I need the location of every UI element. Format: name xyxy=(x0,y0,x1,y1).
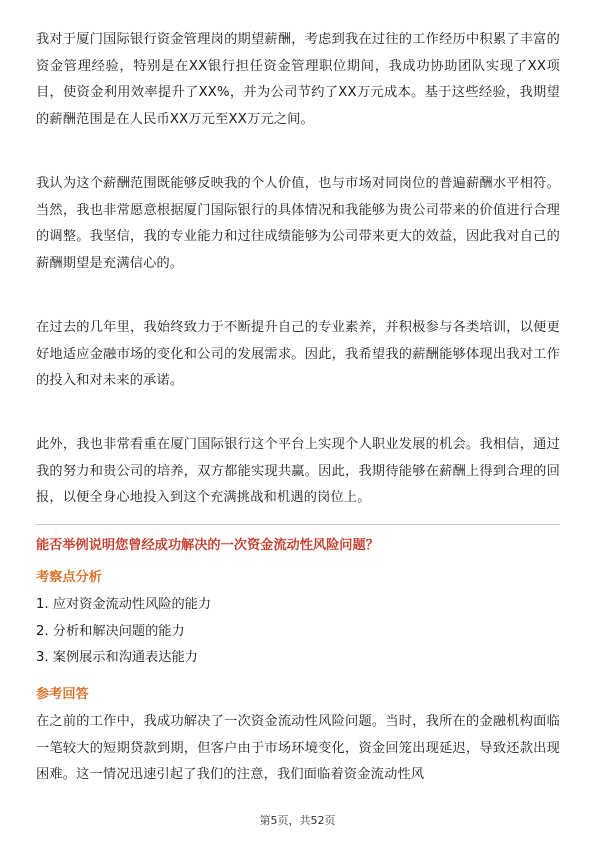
answer-heading: 参考回答 xyxy=(36,687,89,702)
analysis-list xyxy=(36,592,211,672)
body-paragraph: 我认为这个薪酬范围既能够反映我的个人价值，也与市场对同岗位的普遍薪酬水平相符。当然，我也非常愿意根据厦门国际银行的具体情况和我能够为贵公司带来的价值进行合理的调整。我坚信，我的专业能力和过往成绩能够为公司带来更大的效益，因此我对自己的薪酬期望是充满信心的。 xyxy=(36,176,560,271)
page-number: 第5页，共52页 xyxy=(259,814,336,827)
body-paragraph: 此外，我也非常看重在厦门国际银行这个平台上实现个人职业发展的机会。我相信，通过我的努力和贵公司的培养，双方都能实现共赢。因此，我期待能够在薪酬上得到合理的回报，以便全身心地投入到这个充满挑战和机遇的岗位上。 xyxy=(36,437,560,505)
section-divider xyxy=(36,524,560,525)
analysis-heading: 考察点分析 xyxy=(36,570,102,585)
list-item: 3. 案例展示和沟通表达能力 xyxy=(36,650,198,665)
body-paragraph: 我对于厦门国际银行资金管理岗的期望薪酬，考虑到我在过往的工作经历中积累了丰富的资金管理经验，特别是在XX银行担任资金管理职位期间，我成功协助团队实现了XX项目，使资金利用效率提升了XX%，并为公司节约了XX万元成本。基于这些经验，我期望的薪酬范围是在人民币XX万元至XX万元之间。 xyxy=(36,32,560,127)
list-item: 1. 应对资金流动性风险的能力 xyxy=(36,597,212,612)
body-paragraph: 在过去的几年里，我始终致力于不断提升自己的专业素养，并积极参与各类培训，以便更好地适应金融市场的变化和公司的发展需求。因此，我希望我的薪酬能够体现出我对工作的投入和对未来的承诺。 xyxy=(36,320,560,388)
list-item: 2. 分析和解决问题的能力 xyxy=(36,623,185,639)
question-heading: 能否举例说明您曾经成功解决的一次资金流动性风险问题？ xyxy=(36,538,379,553)
answer-paragraph: 在之前的工作中，我成功解决了一次资金流动性风险问题。当时，我所在的金融机构面临一笔较大的短期贷款到期，但客户由于市场环境变化，资金回笼出现延迟，导致还款出现困难。这一情况迅速引起了我们的注意，我们面临着资金流动性风 xyxy=(36,714,560,782)
